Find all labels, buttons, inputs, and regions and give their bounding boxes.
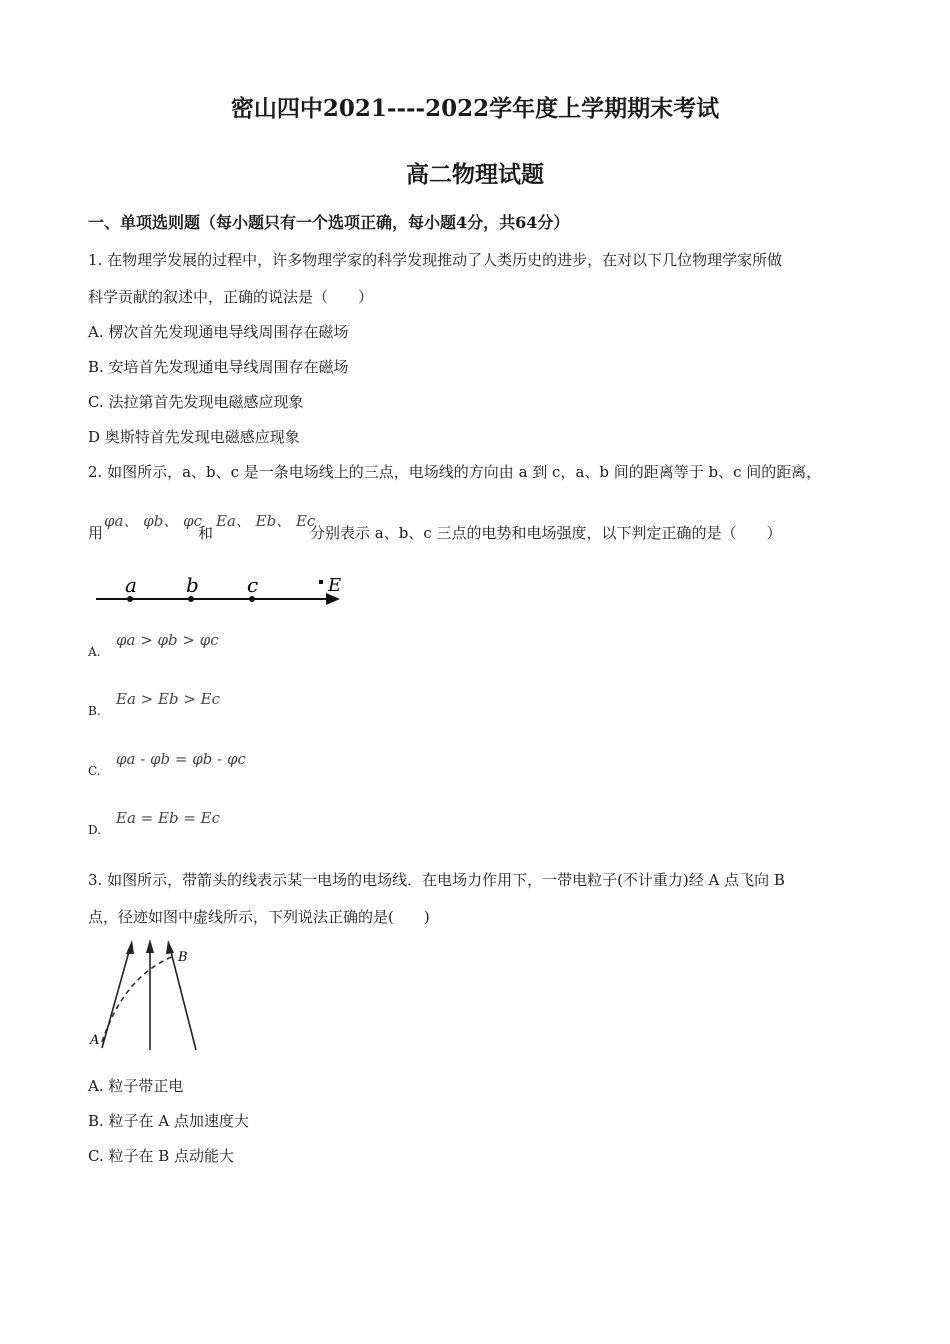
q3-option-a: A. 粒子带正电: [88, 1077, 184, 1095]
label-e: E: [328, 575, 342, 596]
q3-option-c: C. 粒子在 B 点动能大: [88, 1147, 235, 1165]
q2-phi-symbols: φa、 φb、 φc: [104, 512, 202, 530]
arrow-middle-icon: [146, 939, 154, 953]
particle-trajectory: [102, 956, 174, 1042]
q2-stem-suffix: 分别表示 a、b、c 三点的电势和电场强度，以下判定正确的是（ ）: [310, 524, 782, 542]
q3-stem-line2: 点，径迹如图中虚线所示，下列说法正确的是( ): [88, 908, 430, 926]
q2-option-b-expr: Ea > Eb > Ec: [116, 690, 221, 708]
q1-option-d: D 奥斯特首先发现电磁感应现象: [88, 428, 300, 446]
q3-option-b: B. 粒子在 A 点加速度大: [88, 1112, 249, 1130]
q1-option-a: A. 楞次首先发现通电导线周围存在磁场: [88, 323, 349, 341]
exam-subtitle: 高二物理试题: [406, 161, 544, 188]
section-heading: 一、单项选则题（每小题只有一个选项正确，每小题4分，共64分）: [88, 213, 570, 232]
q2-option-b-label: B.: [88, 704, 101, 718]
q1-option-c: C. 法拉第首先发现电磁感应现象: [88, 393, 304, 411]
q2-option-c-label: C.: [88, 764, 101, 778]
label-point-a: A: [90, 1033, 100, 1048]
q1-option-b: B. 安培首先发现通电导线周围存在磁场: [88, 358, 349, 376]
q1-stem-line1: 1. 在物理学发展的过程中，许多物理学家的科学发现推动了人类历史的进步，在对以下几位物理学家所做: [88, 251, 783, 269]
field-line-left: [102, 948, 130, 1048]
label-a: a: [125, 573, 137, 597]
q2-field-line-figure: [90, 570, 360, 615]
label-point-b: B: [178, 950, 188, 965]
q2-e-symbols: Ea、 Eb、 Ec: [216, 512, 316, 530]
arrow-right-icon: [166, 940, 174, 954]
q2-option-d-label: D.: [88, 823, 102, 837]
q2-option-a-expr: φa > φb > φc: [116, 631, 219, 649]
exam-title: 密山四中2021----2022学年度上学期期末考试: [230, 95, 720, 122]
q1-stem-line2: 科学贡献的叙述中，正确的说法是（ ）: [88, 288, 374, 306]
label-c: c: [247, 573, 259, 597]
q2-stem-line1: 2. 如图所示，a、b、c 是一条电场线上的三点，电场线的方向由 a 到 c，a、b 间的距离等于 b、c 间的距离，: [88, 463, 822, 481]
q2-option-d-expr: Ea = Eb = Ec: [116, 809, 221, 827]
q3-field-lines-figure: [86, 936, 206, 1056]
q3-stem-line1: 3. 如图所示，带箭头的线表示某一电场的电场线．在电场力作用下，一带电粒子(不计重力)经 A 点飞向 B: [88, 871, 785, 889]
q2-option-a-label: A.: [88, 645, 101, 659]
arrow-left-icon: [126, 940, 134, 954]
q2-option-c-expr: φa - φb = φb - φc: [116, 750, 246, 768]
q2-and-text: 和: [198, 524, 214, 542]
q2-stem-prefix: 用: [88, 524, 104, 542]
e-marker: [319, 580, 323, 584]
label-b: b: [186, 573, 199, 597]
